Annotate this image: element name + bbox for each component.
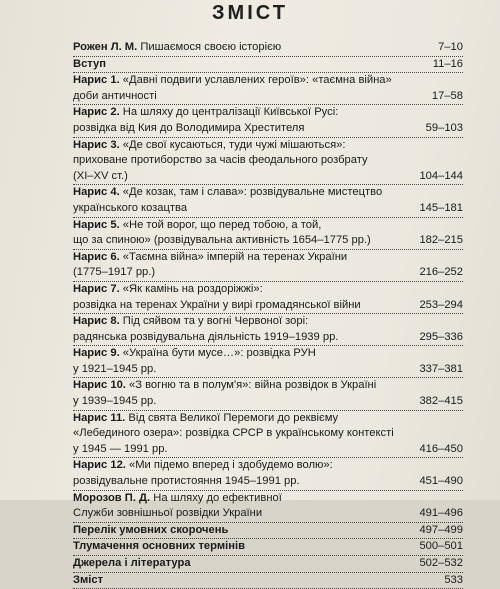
toc-page-range: 104–144 xyxy=(419,169,463,182)
toc-page-range xyxy=(391,458,463,474)
toc-entry-line xyxy=(73,491,463,507)
toc-entry-text: Під сяйвом та у вогні Червоної зорі: xyxy=(119,315,309,328)
toc-page-range: 497–499 xyxy=(419,523,463,536)
toc-entry-heading: Джерела і література xyxy=(73,557,191,569)
toc-entry xyxy=(73,185,463,217)
toc-entry-text: Пишаємося своєю історією xyxy=(137,41,282,53)
toc-entry-text: радянська розвідувальна діяльність 1919–1939 рр. xyxy=(73,330,339,343)
toc-entry-line xyxy=(73,185,463,201)
toc-entry xyxy=(73,40,463,57)
toc-entry-line xyxy=(73,233,463,249)
toc-entry xyxy=(73,218,463,250)
toc-page-range: 416–450 xyxy=(419,442,463,455)
toc-entry-line xyxy=(73,573,463,589)
toc-entry xyxy=(73,411,463,459)
toc-entry-heading: Морозов П. Д. xyxy=(73,491,151,504)
toc-page-range: 216–252 xyxy=(419,266,463,279)
toc-page-range xyxy=(391,138,463,154)
toc-entry-line xyxy=(73,426,463,442)
toc-entry xyxy=(73,282,463,314)
toc-page-range: 253–294 xyxy=(419,298,463,311)
toc-entry-text: На шляху до ефективної xyxy=(150,491,282,504)
toc-entry-text: (XI–XV ст.) xyxy=(73,169,128,182)
toc-page-range: 7–10 xyxy=(438,41,463,53)
toc-entry-text: «Давні подвиги уславлених героїв»: «таємна війна» xyxy=(119,74,392,87)
toc-entry-line xyxy=(73,282,463,298)
toc-entry xyxy=(73,539,463,556)
toc-entry-heading: Вступ xyxy=(73,57,107,70)
toc-entry xyxy=(73,573,463,589)
toc-entry xyxy=(73,523,463,540)
toc-page-range xyxy=(391,411,463,427)
toc-entry-text: (1775–1917 рр.) xyxy=(73,266,156,279)
toc-entry-text: На шляху до централізації Київської Русі: xyxy=(119,106,339,119)
toc-page-range: 59–103 xyxy=(425,121,463,134)
toc-entry-line xyxy=(73,556,463,572)
toc-page-range xyxy=(391,314,463,330)
toc-entry xyxy=(73,105,463,137)
toc-page-range: 533 xyxy=(444,573,463,586)
toc-entry-line xyxy=(73,506,463,522)
toc-entry-heading: Нарис 1. xyxy=(73,74,120,87)
toc-entry-heading: Нарис 12. xyxy=(73,459,126,472)
toc-entry-text: «З вогню та в полум'я»: війна розвідок в Україні xyxy=(125,379,377,392)
toc-entry-heading: Перелік умовних скорочень xyxy=(73,523,229,536)
toc-entry-line xyxy=(73,201,463,217)
toc-entry-line xyxy=(73,330,463,346)
toc-entry-text: Служби зовнішньої розвідки України xyxy=(73,507,263,520)
toc-page-range: 451–490 xyxy=(419,475,463,488)
toc-page-range: 295–336 xyxy=(419,330,463,343)
toc-entry xyxy=(73,556,463,573)
toc-entry xyxy=(73,378,463,410)
toc-page-range xyxy=(391,153,463,169)
toc-entry-text: розвідка від Кия до Володимира Хрестителя xyxy=(73,121,305,134)
toc-entry-line xyxy=(73,394,463,410)
toc-entry-line xyxy=(73,523,463,539)
toc-entry-text: «Де свої кусаються, туди чужі мішаються»: xyxy=(119,138,346,151)
toc-entry-line xyxy=(73,105,463,121)
toc-page-range: 182–215 xyxy=(419,234,463,247)
toc-entry-heading: Нарис 8. xyxy=(73,315,120,328)
toc-entry xyxy=(73,458,463,490)
toc-entry-text: «Ми підемо вперед і здобудемо волю»: xyxy=(125,459,333,472)
toc-entry-line xyxy=(73,298,463,314)
toc-entry-line xyxy=(73,378,463,394)
toc-entry-heading: Нарис 4. xyxy=(73,186,120,199)
toc-entry-line xyxy=(73,346,463,362)
toc-page-range: 17–58 xyxy=(431,89,463,102)
toc-entry-heading: Тлумачення основних термінів xyxy=(73,540,245,553)
toc-page-range xyxy=(391,346,463,362)
toc-entry-text: доби античності xyxy=(73,89,157,102)
toc-entry-text: що за спиною» (розвідувальна активність 1654–1775 рр.) xyxy=(73,234,371,247)
toc-page-range: 382–415 xyxy=(419,395,463,408)
toc-entry-text: розвідка на теренах України у вирі громадянської війни xyxy=(73,298,361,311)
toc-entry-heading: Нарис 11. xyxy=(73,411,126,424)
toc-entry-text: у 1921–1945 рр. xyxy=(73,362,157,375)
toc-entry xyxy=(73,250,463,282)
toc-entry-line xyxy=(73,121,463,137)
toc-entry-line xyxy=(73,218,463,234)
toc-page-range xyxy=(392,73,464,89)
toc-entry-line xyxy=(73,73,463,89)
toc-entry-text: «Не той ворог, що перед тобою, а той, xyxy=(119,218,322,231)
toc-entry-line xyxy=(73,474,463,490)
toc-page-range xyxy=(394,426,466,442)
toc-entry-heading: Зміст xyxy=(73,573,104,586)
toc-entry xyxy=(73,57,463,74)
toc-entry-heading: Рожен Л. М. xyxy=(73,41,138,53)
toc-entry-line xyxy=(73,539,463,555)
toc-entry xyxy=(73,73,463,105)
toc-entry-text: Від свята Великої Перемоги до реквієму xyxy=(125,411,339,424)
toc-page-range: 502–532 xyxy=(419,557,463,569)
toc-entry-line xyxy=(73,362,463,378)
toc-entry-line xyxy=(73,442,463,458)
toc-entry-line xyxy=(73,250,463,266)
toc-page-range xyxy=(391,378,463,394)
toc-entry-line xyxy=(73,89,463,105)
toc-entry-line xyxy=(73,411,463,427)
toc-page-range: 11–16 xyxy=(432,57,463,70)
toc-page-range: 145–181 xyxy=(419,201,463,214)
toc-entry-line xyxy=(73,138,463,154)
page-title: ЗМІСТ xyxy=(212,2,288,24)
toc-entry-text: «Як камінь на роздоріжжі»: xyxy=(119,282,263,295)
toc-entry-heading: Нарис 7. xyxy=(73,282,120,295)
toc-page-range xyxy=(391,491,463,507)
toc-entry xyxy=(73,138,463,186)
toc-entry xyxy=(73,346,463,378)
toc-entry-text: у 1939–1945 рр. xyxy=(73,395,157,408)
toc-page-range xyxy=(391,185,463,201)
toc-entry-text: «Таємна війна» імперій на теренах України xyxy=(119,250,348,263)
toc-entry-heading: Нарис 5. xyxy=(73,218,120,231)
toc-entry-line xyxy=(73,314,463,330)
toc-page-range: 337–381 xyxy=(419,362,463,375)
toc-entry xyxy=(73,314,463,346)
toc-entry-heading: Нарис 10. xyxy=(73,379,126,392)
toc-page-range: 491–496 xyxy=(419,507,463,520)
toc-page-range xyxy=(391,282,463,298)
toc-entry-text: приховане протиборство за часів феодального розбрату xyxy=(73,154,368,167)
toc-entry xyxy=(73,491,463,523)
table-of-contents xyxy=(73,40,463,589)
toc-entry-text: розвідувальне протистояння 1945–1991 рр. xyxy=(73,475,300,488)
toc-entry-line xyxy=(73,40,463,56)
toc-entry-text: у 1945 — 1991 рр. xyxy=(73,442,168,455)
toc-entry-text: «Україна бути мусе…»: розвідка РУН xyxy=(119,347,316,360)
toc-entry-line xyxy=(73,458,463,474)
toc-page-range xyxy=(391,250,463,266)
toc-entry-heading: Нарис 6. xyxy=(73,250,120,263)
toc-entry-line xyxy=(73,153,463,169)
toc-page-range xyxy=(391,218,463,234)
toc-entry-line xyxy=(73,169,463,185)
toc-entry-heading: Нарис 3. xyxy=(73,138,120,151)
toc-entry-text: українського козацтва xyxy=(73,201,188,214)
toc-entry-line xyxy=(73,57,463,73)
toc-page-range xyxy=(391,105,463,121)
toc-entry-text: «Лебединого озера»: розвідка СРСР в українському контексті xyxy=(73,427,394,440)
toc-page-range: 500–501 xyxy=(419,540,463,553)
toc-entry-line xyxy=(73,265,463,281)
toc-entry-text: «Де козак, там і слава»: розвідувальне мистецтво xyxy=(119,186,383,199)
toc-entry-heading: Нарис 2. xyxy=(73,106,120,119)
toc-entry-heading: Нарис 9. xyxy=(73,347,120,360)
